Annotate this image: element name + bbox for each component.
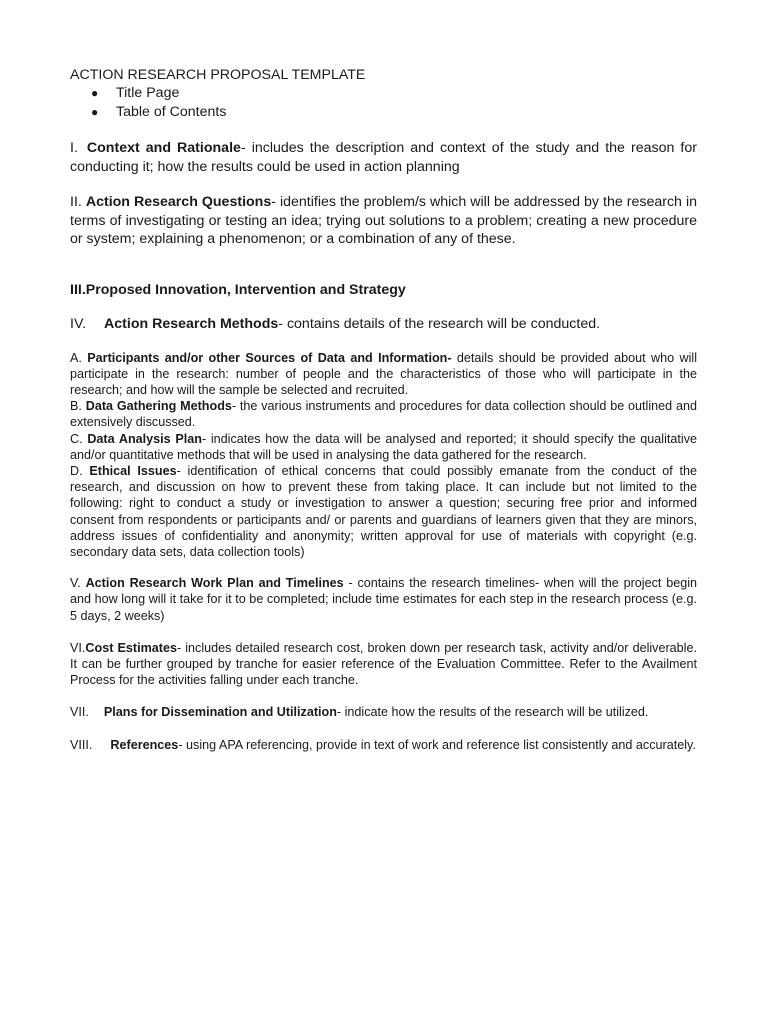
subsection-data-analysis: C. Data Analysis Plan- indicates how the data will be analysed and reported; it should specify the qualitative and/or quantitative methods that will be used in analysing the data gathered for the research. [70,431,697,462]
section-work-plan: V. Action Research Work Plan and Timelines - contains the research timelines- when will the project begin and how long will it take for it to be completed; include time estimates for each step in the research process (e.g. 5 days, 2 weeks) [70,576,698,623]
bullet-icon: ● [91,86,99,100]
document-body [70,66,697,753]
section-heading: Action Research Questions [85,194,272,210]
bullet-icon: ● [91,105,99,119]
section-proposed-innovation: III.Proposed Innovation, Intervention and Strategy [70,281,406,298]
section-context-rationale: I. Context and Rationale- includes the description and context of the study and the reason for conducting it; how the results could be used in action planning [70,140,697,175]
subsection-heading: Participants and/or other Sources of Data and Information- [87,350,452,365]
toc-list [70,84,697,122]
section-heading: Action Research Work Plan and Timelines [85,576,344,591]
section-heading: Cost Estimates [85,640,177,655]
toc-item: ● Table of Contents [91,104,227,120]
section-research-questions: II. Action Research Questions- identifies the problem/s which will be addressed by the research in terms of investigating or testing an idea; trying out solutions to a problem; creating a new procedure or system; explaining a phenomenon; or a combination of any of these. [70,194,697,247]
toc-item: ● Title Page [91,85,180,101]
section-heading: Proposed Innovation, Intervention and Strategy [85,281,406,298]
subsection-data-gathering: B. Data Gathering Methods- the various instruments and procedures for data collection should be outlined and extensively discussed. [70,399,697,430]
subsection-heading: Data Gathering Methods [85,399,232,414]
section-heading: References [110,737,179,752]
section-heading: Action Research Methods [104,316,279,332]
section-dissemination: VII. Plans for Dissemination and Utilization- indicate how the results of the research will be utilized. [70,705,649,720]
subsection-heading: Ethical Issues [89,463,177,478]
section-research-methods: IV. Action Research Methods- contains details of the research will be conducted. [70,316,601,332]
section-heading: Plans for Dissemination and Utilization [103,705,337,720]
methods-subsections [70,350,697,561]
section-references: VIII. References- using APA referencing, provide in text of work and reference list consistently and accurately. [70,737,696,752]
section-heading: Context and Rationale [86,140,241,156]
subsection-ethical-issues: D. Ethical Issues- identification of ethical concerns that could possibly emanate from the conduct of the research, and discussion on how to prevent these from taking place. It can include but not limited to the following: right to conduct a study or investigation to answer a question; securing free prior and informed consent from respondents or participants and/ or parents and guardians of learners given that they are minors, address issues of confidentiality and anonymity; written approval for use of materials with copyright (e.g. secondary data sets, data collection tools) [70,463,698,559]
document-title: ACTION RESEARCH PROPOSAL TEMPLATE [70,67,366,83]
section-cost-estimates: VI.Cost Estimates- includes detailed research cost, broken down per research task, activity and/or deliverable. It can be further grouped by tranche for easier reference of the Evaluation Committee. Refer to the Availment Process for the activities falling under each tranche. [70,640,697,688]
subsection-participants: A. Participants and/or other Sources of Data and Information- details should be provided about who will participate in the research: number of people and the characteristics of those who will participate in the research; and how will the sample be selected and recruited. [70,350,697,397]
subsection-heading: Data Analysis Plan [87,431,202,446]
